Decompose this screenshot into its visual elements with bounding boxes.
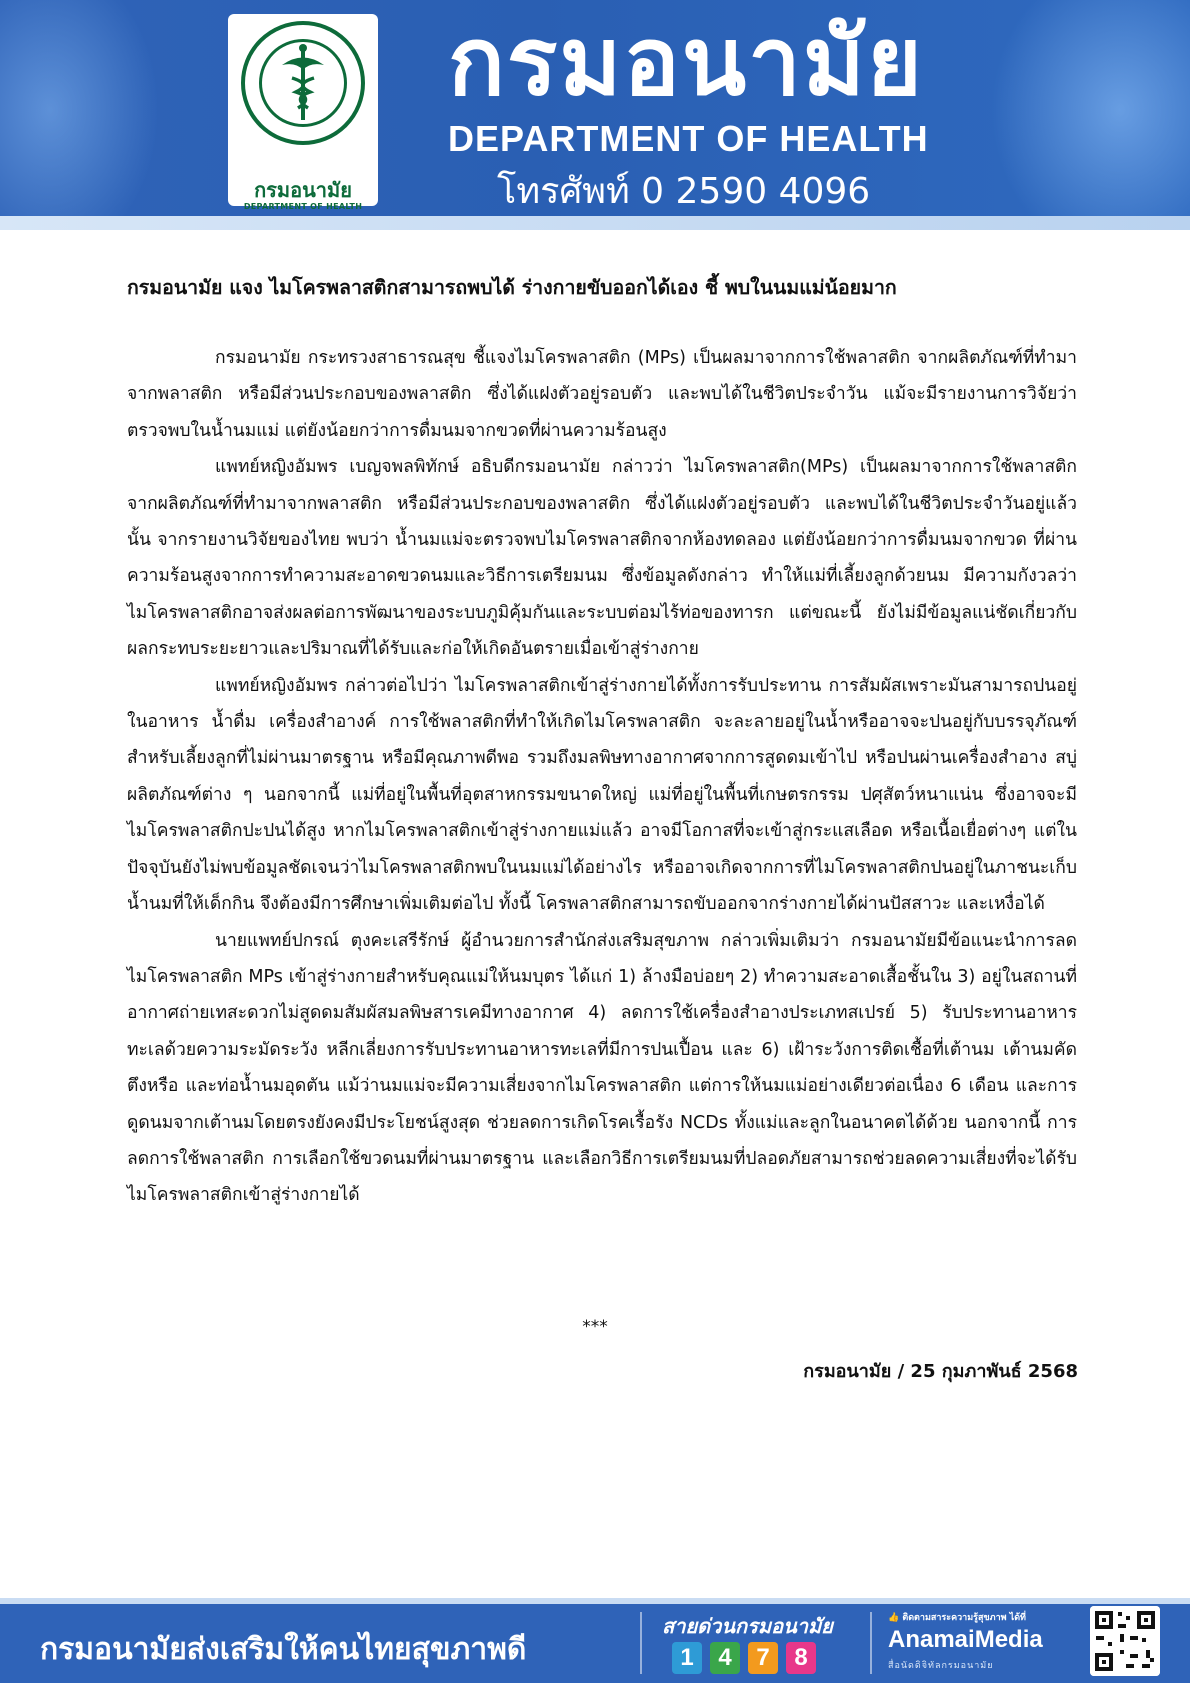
- qr-code-icon[interactable]: [1090, 1606, 1160, 1676]
- header-bottom-stripe: [0, 216, 1190, 230]
- media-subtitle: สื่อนัดดิจิทัลกรมอนามัย: [888, 1661, 994, 1671]
- hotline-number: [672, 1642, 824, 1676]
- media-brand: AnamaiMedia: [888, 1626, 1043, 1653]
- department-title-thai: กรมอนามัย: [448, 8, 924, 117]
- hotline-digit: 4: [710, 1642, 740, 1674]
- ministry-emblem-icon: [240, 20, 366, 146]
- hotline-digit: 7: [748, 1642, 778, 1674]
- article-paragraph: นายแพทย์ปกรณ์ ตุงคะเสรีรักษ์ ผู้อำนวยการสำนักส่งเสริมสุขภาพ กล่าวเพิ่มเติมว่า กรมอนามัยมีข้อแนะนำการลดไมโครพลาสติก MPs เข้าสู่ร่างกายสำหรับคุณแม่ให้นมบุตร ได้แก่ 1) ล้างมือบ่อยๆ 2) ทำความสะอาดเสื้อชั้นใน 3) อยู่ในสถานที่อากาศถ่ายเทสะดวกไม่สูดดมสัมผัสมลพิษสารเคมีทางอากาศ 4) ลดการใช้เครื่องสำอางประเภทสเปรย์ 5) รับประทานอาหารทะเลด้วยความระมัดระวัง หลีกเลี่ยงการรับประทานอาหารทะเลที่มีการปนเปื้อน และ 6) เฝ้าระวังการติดเชื้อที่เต้านม เต้านมคัดตึงหรือ และท่อน้ำนมอุดตัน แม้ว่านมแม่จะมีความเสี่ยงจากไมโครพลาสติก แต่การให้นมแม่อย่างเดียวต่อเนื่อง 6 เดือน และการดูดนมจากเต้านมโดยตรงยังคงมีประโยชน์สูงสุด ช่วยลดการเกิดโรคเรื้อรัง NCDs ทั้งแม่และลูกในอนาคตได้ด้วย นอกจากนี้ การลดการใช้พลาสติก การเลือกใช้ขวดนมที่ผ่านมาตรฐาน และเลือกวิธีการเตรียมนมที่ปลอดภัยสามารถช่วยลดความเสี่ยงที่จะได้รับไมโครพลาสติกเข้าสู่ร่างกายได้: [127, 930, 1077, 1206]
- section-separator: ***: [582, 1317, 608, 1337]
- footer-divider: [640, 1612, 642, 1674]
- header-glow-right: [990, 0, 1190, 230]
- logo-name: กรมอนามัย: [254, 178, 352, 202]
- article-paragraph: แพทย์หญิงอัมพร กล่าวต่อไปว่า ไมโครพลาสติกเข้าสู่ร่างกายได้ทั้งการรับประทาน การสัมผัสเพราะมันสามารถปนอยู่ในอาหาร น้ำดื่ม เครื่องสำอางค์ การใช้พลาสติกที่ทำให้เกิดไมโครพลาสติก จะละลายอยู่ในน้ำหรืออาจจะปนอยู่กับบรรจุภัณฑ์สำหรับเลี้ยงลูกที่ไม่ผ่านมาตรฐาน หรือมีคุณภาพดีพอ รวมถึงมลพิษทางอากาศจากการสูดดมเข้าไป หรือปนผ่านเครื่องสำอาง สบู่ ผลิตภัณฑ์ต่าง ๆ นอกจากนี้ แม่ที่อยู่ในพื้นที่อุตสาหกรรมขนาดใหญ่ แม่ที่อยู่ในพื้นที่เกษตรกรรม ปศุสัตว์หนาแน่น ซึ่งอาจจะมีไมโครพลาสติกปะปนได้สูง หากไมโครพลาสติกเข้าสู่ร่างกายแม่แล้ว อาจมีโอกาสที่จะเข้าสู่กระแสเลือด หรือเนื้อเยื่อต่างๆ แต่ในปัจจุบันยังไม่พบข้อมูลชัดเจนว่าไมโครพลาสติกพบในนมแม่ได้อย่างไร หรืออาจเกิดจากการที่ไมโครพลาสติกปนอยู่ในภาชนะเก็บน้ำนมที่ให้เด็กกิน จึงต้องมีการศึกษาเพิ่มเติมต่อไป ทั้งนี้ โครพลาสติกสามารถขับออกจากร่างกายได้ผ่านปัสสาวะ และเหงื่อได้: [127, 675, 1077, 915]
- ministry-logo: [228, 14, 378, 211]
- article-paragraph: กรมอนามัย กระทรวงสาธารณสุข ชี้แจงไมโครพลาสติก (MPs) เป็นผลมาจากการใช้พลาสติก จากผลิตภัณฑ์ที่ทำมาจากพลาสติก หรือมีส่วนประกอบของพลาสติก ซึ่งได้แฝงตัวอยู่รอบตัว และพบได้ในชีวิตประจำวัน แม้จะมีรายงานการวิจัยว่า ตรวจพบในน้ำนมแม่ แต่ยังน้อยกว่าการดื่มนมจากขวดที่ผ่านความร้อนสูง: [127, 348, 1077, 441]
- article-body: [127, 340, 1077, 1214]
- header-glow-left: [0, 0, 160, 230]
- thumbs-up-icon: 👍: [888, 1613, 900, 1623]
- footer-top-stripe: [0, 1598, 1190, 1604]
- department-title-english: DEPARTMENT OF HEALTH: [448, 118, 929, 159]
- department-phone: โทรศัพท์ 0 2590 4096: [497, 171, 871, 212]
- hotline-label: สายด่วนกรมอนามัย: [662, 1614, 833, 1638]
- article-headline: กรมอนามัย แจง ไมโครพลาสติกสามารถพบได้ ร่างกายขับออกได้เอง ชี้ พบในนมแม่น้อยมาก: [127, 276, 897, 299]
- header-banner: [0, 0, 1190, 230]
- hotline-digit: 8: [786, 1642, 816, 1674]
- article-signoff: กรมอนามัย / 25 กุมภาพันธ์ 2568: [803, 1361, 1078, 1382]
- logo-subtitle: DEPARTMENT OF HEALTH: [243, 202, 363, 211]
- footer-slogan: กรมอนามัยส่งเสริมให้คนไทยสุขภาพดี: [40, 1632, 527, 1667]
- hotline-digit: 1: [672, 1642, 702, 1674]
- media-tagline-text: ติดตามสาระความรู้สุขภาพ ได้ที่: [902, 1613, 1026, 1623]
- footer-divider: [870, 1612, 872, 1674]
- media-tagline: [888, 1610, 1088, 1624]
- footer-banner: [0, 1598, 1190, 1683]
- article-paragraph: แพทย์หญิงอัมพร เบญจพลพิทักษ์ อธิบดีกรมอนามัย กล่าวว่า ไมโครพลาสติก(MPs) เป็นผลมาจากการใช้พลาสติก จากผลิตภัณฑ์ที่ทำมาจากพลาสติก หรือมีส่วนประกอบของพลาสติก ซึ่งได้แฝงตัวอยู่รอบตัว และพบได้ในชีวิตประจำวันอยู่แล้ว นั้น จากรายงานวิจัยของไทย พบว่า น้ำนมแม่จะตรวจพบไมโครพลาสติกจากห้องทดลอง แต่ยังน้อยกว่าการดื่มนมจากขวด ที่ผ่านความร้อนสูงจากการทำความสะอาดขวดนมและวิธีการเตรียมนม ซึ่งข้อมูลดังกล่าว ทำให้แม่ที่เลี้ยงลูกด้วยนม มีความกังวลว่าไมโครพลาสติกอาจส่งผลต่อการพัฒนาของระบบภูมิคุ้มกันและระบบต่อมไร้ท่อของทารก แต่ขณะนี้ ยังไม่มีข้อมูลแน่ชัดเกี่ยวกับผลกระทบระยะยาวและปริมาณที่ได้รับและก่อให้เกิดอันตรายเมื่อเข้าสู่ร่างกาย: [127, 457, 1077, 660]
